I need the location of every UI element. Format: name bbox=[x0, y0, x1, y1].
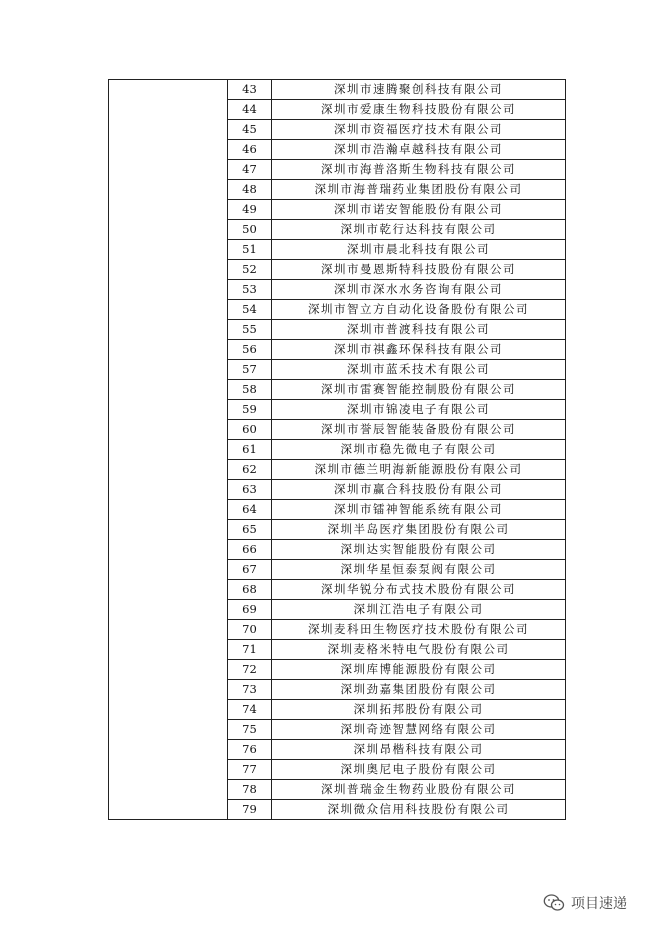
company-name: 深圳市普渡科技有限公司 bbox=[272, 320, 566, 340]
category-cell bbox=[109, 80, 228, 820]
company-name: 深圳市海普洛斯生物科技有限公司 bbox=[272, 160, 566, 180]
company-name: 深圳拓邦股份有限公司 bbox=[272, 700, 566, 720]
wechat-icon bbox=[543, 893, 565, 913]
company-name: 深圳半岛医疗集团股份有限公司 bbox=[272, 520, 566, 540]
company-name: 深圳麦科田生物医疗技术股份有限公司 bbox=[272, 620, 566, 640]
row-number: 59 bbox=[228, 400, 272, 420]
company-name: 深圳市稳先微电子有限公司 bbox=[272, 440, 566, 460]
row-number: 68 bbox=[228, 580, 272, 600]
company-name: 深圳市誉辰智能装备股份有限公司 bbox=[272, 420, 566, 440]
company-name: 深圳微众信用科技股份有限公司 bbox=[272, 800, 566, 820]
company-name: 深圳江浩电子有限公司 bbox=[272, 600, 566, 620]
company-name: 深圳华锐分布式技术股份有限公司 bbox=[272, 580, 566, 600]
company-name: 深圳市爱康生物科技股份有限公司 bbox=[272, 100, 566, 120]
row-number: 72 bbox=[228, 660, 272, 680]
company-name: 深圳市祺鑫环保科技有限公司 bbox=[272, 340, 566, 360]
company-name: 深圳市锦凌电子有限公司 bbox=[272, 400, 566, 420]
company-name: 深圳市蓝禾技术有限公司 bbox=[272, 360, 566, 380]
row-number: 50 bbox=[228, 220, 272, 240]
company-name: 深圳市智立方自动化设备股份有限公司 bbox=[272, 300, 566, 320]
row-number: 55 bbox=[228, 320, 272, 340]
company-name: 深圳华星恒泰泵阀有限公司 bbox=[272, 560, 566, 580]
company-name: 深圳市资福医疗技术有限公司 bbox=[272, 120, 566, 140]
row-number: 62 bbox=[228, 460, 272, 480]
row-number: 58 bbox=[228, 380, 272, 400]
row-number: 63 bbox=[228, 480, 272, 500]
company-name: 深圳市雷赛智能控制股份有限公司 bbox=[272, 380, 566, 400]
company-name: 深圳市镭神智能系统有限公司 bbox=[272, 500, 566, 520]
company-name: 深圳昂楷科技有限公司 bbox=[272, 740, 566, 760]
company-table-body bbox=[109, 80, 566, 820]
row-number: 47 bbox=[228, 160, 272, 180]
row-number: 53 bbox=[228, 280, 272, 300]
company-name: 深圳市赢合科技股份有限公司 bbox=[272, 480, 566, 500]
company-name: 深圳库博能源股份有限公司 bbox=[272, 660, 566, 680]
row-number: 78 bbox=[228, 780, 272, 800]
row-number: 66 bbox=[228, 540, 272, 560]
company-name: 深圳市深水水务咨询有限公司 bbox=[272, 280, 566, 300]
company-name: 深圳市浩瀚卓越科技有限公司 bbox=[272, 140, 566, 160]
row-number: 48 bbox=[228, 180, 272, 200]
watermark bbox=[543, 890, 627, 916]
row-number: 45 bbox=[228, 120, 272, 140]
row-number: 49 bbox=[228, 200, 272, 220]
row-number: 77 bbox=[228, 760, 272, 780]
company-name: 深圳市德兰明海新能源股份有限公司 bbox=[272, 460, 566, 480]
row-number: 57 bbox=[228, 360, 272, 380]
row-number: 52 bbox=[228, 260, 272, 280]
company-name: 深圳达实智能股份有限公司 bbox=[272, 540, 566, 560]
table-row bbox=[109, 80, 566, 100]
row-number: 79 bbox=[228, 800, 272, 820]
row-number: 73 bbox=[228, 680, 272, 700]
row-number: 54 bbox=[228, 300, 272, 320]
row-number: 60 bbox=[228, 420, 272, 440]
company-name: 深圳市曼恩斯特科技股份有限公司 bbox=[272, 260, 566, 280]
company-name: 深圳普瑞金生物药业股份有限公司 bbox=[272, 780, 566, 800]
row-number: 51 bbox=[228, 240, 272, 260]
company-name: 深圳市海普瑞药业集团股份有限公司 bbox=[272, 180, 566, 200]
company-name: 深圳奥尼电子股份有限公司 bbox=[272, 760, 566, 780]
company-name: 深圳市速腾聚创科技有限公司 bbox=[272, 80, 566, 100]
company-name: 深圳市乾行达科技有限公司 bbox=[272, 220, 566, 240]
company-name: 深圳麦格米特电气股份有限公司 bbox=[272, 640, 566, 660]
row-number: 43 bbox=[228, 80, 272, 100]
company-name: 深圳劲嘉集团股份有限公司 bbox=[272, 680, 566, 700]
company-name: 深圳市晨北科技有限公司 bbox=[272, 240, 566, 260]
row-number: 69 bbox=[228, 600, 272, 620]
row-number: 65 bbox=[228, 520, 272, 540]
row-number: 74 bbox=[228, 700, 272, 720]
company-name: 深圳市诺安智能股份有限公司 bbox=[272, 200, 566, 220]
company-name: 深圳奇迹智慧网络有限公司 bbox=[272, 720, 566, 740]
row-number: 71 bbox=[228, 640, 272, 660]
row-number: 76 bbox=[228, 740, 272, 760]
company-table bbox=[108, 79, 566, 820]
row-number: 75 bbox=[228, 720, 272, 740]
row-number: 44 bbox=[228, 100, 272, 120]
row-number: 67 bbox=[228, 560, 272, 580]
watermark-text: 项目速递 bbox=[571, 896, 627, 912]
row-number: 70 bbox=[228, 620, 272, 640]
row-number: 64 bbox=[228, 500, 272, 520]
row-number: 61 bbox=[228, 440, 272, 460]
row-number: 46 bbox=[228, 140, 272, 160]
row-number: 56 bbox=[228, 340, 272, 360]
